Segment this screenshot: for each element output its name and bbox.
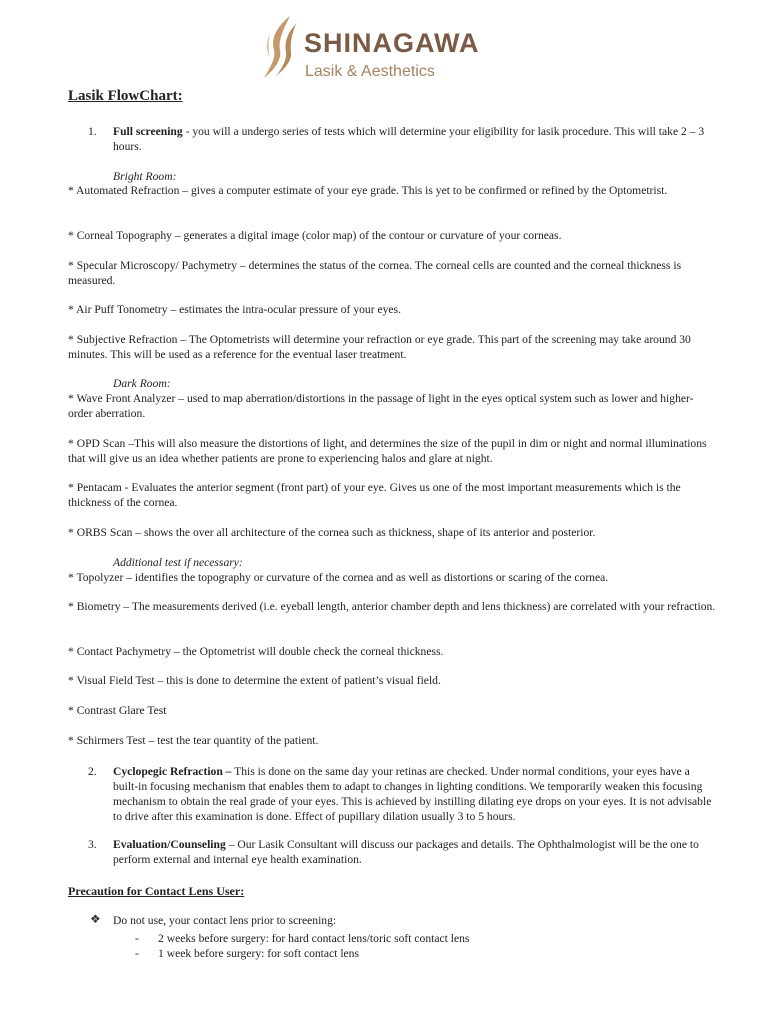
step-2-text xyxy=(113,764,716,824)
step-number: 1. xyxy=(88,125,97,138)
list-item: * ORBS Scan – shows the over all architecture of the cornea such as thickness, shape of its anterior and posterior. xyxy=(68,526,596,539)
step-number: 3. xyxy=(88,838,97,851)
step-1-text xyxy=(113,124,716,154)
step-body: – Our Lasik Consultant will discuss our packages and details. The Ophthalmologist will be the one to perform external and internal eye health examination. xyxy=(113,838,699,866)
step-number: 2. xyxy=(88,765,97,778)
list-item: * Schirmers Test – test the tear quantity of the patient. xyxy=(68,734,319,747)
list-item: * Biometry – The measurements derived (i.e. eyeball length, anterior chamber depth and lens thickness) are correlated with your refraction. xyxy=(68,600,716,613)
precaution-sub-item: 1 week before surgery: for soft contact lens xyxy=(158,947,359,960)
step-heading: Evaluation/Counseling xyxy=(113,838,226,851)
step-heading: Full screening xyxy=(113,125,183,138)
list-item: * Topolyzer – identifies the topography or curvature of the cornea and as well as distortions or scaring of the cornea. xyxy=(68,571,609,584)
dash-marker: - xyxy=(135,947,139,960)
step-body: This is done on the same day your retinas are checked. Under normal conditions, your eyes have a built-in focusing mechanism that enables them to adapt to changes in lighting conditions. We temporarily weaken this focusing mechanism to obtain the real grade of your eyes. This is achieved by instilling dilating eye drops on your eyes. It is not advisable to drive after this examination is done. Effect of pupillary dilation usually 3 to 5 hours. xyxy=(113,765,712,823)
list-item: * Pentacam - Evaluates the anterior segment (front part) of your eye. Gives us one of the most important measurements which is the thickness of the cornea. xyxy=(68,481,681,509)
bright-room-label: Bright Room: xyxy=(113,170,177,183)
step-body: - you will a undergo series of tests which will determine your eligibility for lasik procedure. This will take 2 – 3 hours. xyxy=(113,125,705,153)
precaution-bullet: Do not use, your contact lens prior to screening: xyxy=(113,914,337,927)
list-item: * Specular Microscopy/ Pachymetry – determines the status of the cornea. The corneal cells are counted and the corneal thickness is measured. xyxy=(68,259,682,287)
precaution-heading: Precaution for Contact Lens User: xyxy=(68,884,245,898)
list-item: * Visual Field Test – this is done to determine the extent of patient’s visual field. xyxy=(68,674,441,687)
list-item: * Air Puff Tonometry – estimates the intra-ocular pressure of your eyes. xyxy=(68,303,401,316)
list-item: * Contrast Glare Test xyxy=(68,704,167,717)
step-heading: Cyclopegic Refraction – xyxy=(113,765,232,778)
brand-name: SHINAGAWA xyxy=(304,28,480,58)
list-item: * Corneal Topography – generates a digital image (color map) of the contour or curvature of your corneas. xyxy=(68,229,562,242)
list-item: * Contact Pachymetry – the Optometrist will double check the corneal thickness. xyxy=(68,645,444,658)
step-3-text xyxy=(113,837,716,867)
dark-room-label: Dark Room: xyxy=(113,377,171,390)
shinagawa-logo xyxy=(258,14,478,84)
list-item: * OPD Scan –This will also measure the distortions of light, and determines the size of the pupil in dim or night and normal illuminations that will give us an idea whether patients are prone to experiencing halos and glare at night. xyxy=(68,437,707,465)
list-item: * Subjective Refraction – The Optometrists will determine your refraction or eye grade. This part of the screening may take around 30 minutes. This will be used as a reference for the eventual laser treatment. xyxy=(68,333,691,361)
additional-tests-label: Additional test if necessary: xyxy=(113,556,243,569)
diamond-bullet-icon: ❖ xyxy=(90,912,101,926)
precaution-sub-item: 2 weeks before surgery: for hard contact lens/toric soft contact lens xyxy=(158,932,470,945)
logo-mark-icon xyxy=(258,14,302,82)
brand-subtitle: Lasik & Aesthetics xyxy=(305,63,435,80)
page-title: Lasik FlowChart: xyxy=(68,88,183,104)
list-item: * Automated Refraction – gives a computer estimate of your eye grade. This is yet to be confirmed or refined by the Optometrist. xyxy=(68,184,668,197)
dash-marker: - xyxy=(135,932,139,945)
list-item: * Wave Front Analyzer – used to map aberration/distortions in the passage of light in the eyes optical system such as lower and higher-order aberration. xyxy=(68,392,694,420)
